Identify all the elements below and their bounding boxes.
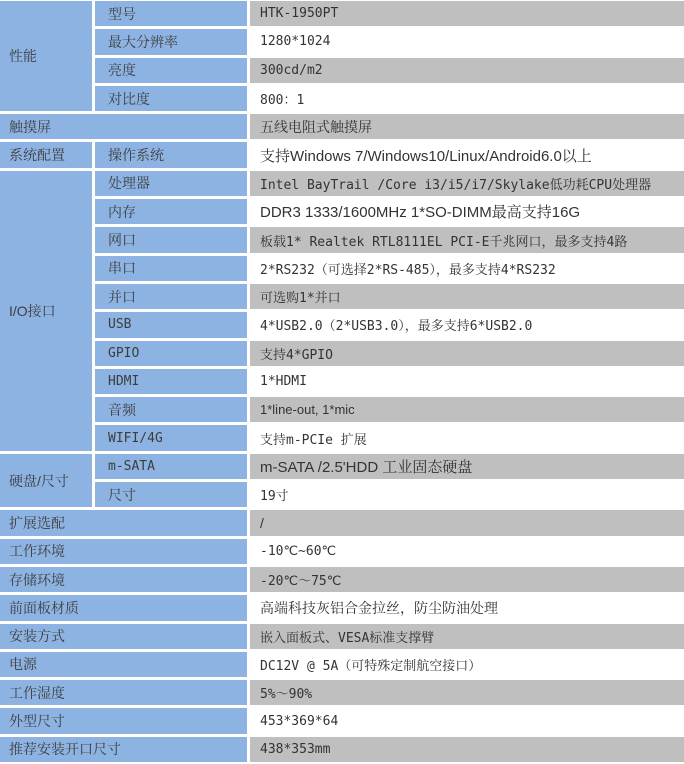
spec-value-cell: 4*USB2.0（2*USB3.0），最多支持6*USB2.0 [250,312,684,337]
table-row [0,341,684,366]
table-row [0,142,684,167]
spec-value-cell: 支持Windows 7/Windows10/Linux/Android6.0以上 [250,142,684,167]
spec-value-cell: DDR3 1333/1600MHz 1*SO-DIMM最高支持16G [250,199,684,224]
category-cell: 电源 [0,652,247,677]
spec-value-cell: -20℃～75℃ [250,567,684,592]
table-row [0,369,684,394]
spec-label-cell: 型号 [95,1,247,26]
spec-label-cell: 音频 [95,397,247,422]
spec-value-cell: 1280*1024 [250,29,684,54]
spec-label-cell: 并口 [95,284,247,309]
spec-label-cell: 亮度 [95,58,247,83]
spec-label-cell: 网口 [95,227,247,252]
spec-value-cell: -10℃~60℃ [250,539,684,564]
spec-label-cell: 尺寸 [95,482,247,507]
table-row [0,256,684,281]
table-row [0,454,684,479]
table-row [0,652,684,677]
spec-label-cell: 串口 [95,256,247,281]
category-cell: 工作湿度 [0,680,247,705]
table-row [0,199,684,224]
table-row [0,595,684,620]
spec-value-cell: m-SATA /2.5'HDD 工业固态硬盘 [250,454,684,479]
spec-table-body [0,1,684,762]
spec-value-cell: 板载1* Realtek RTL8111EL PCI-E千兆网口，最多支持4路 [250,227,684,252]
table-row [0,1,684,26]
category-cell: 外型尺寸 [0,708,247,733]
spec-label-cell: 最大分辨率 [95,29,247,54]
table-row [0,425,684,450]
spec-label-cell: 内存 [95,199,247,224]
table-row [0,539,684,564]
category-cell: 工作环境 [0,539,247,564]
spec-value-cell: 1*line-out, 1*mic [250,397,684,422]
spec-value-cell: Intel BayTrail /Core i3/i5/i7/Skylake低功耗CPU处理器 [250,171,684,196]
spec-value-cell: 453*369*64 [250,708,684,733]
table-row [0,482,684,507]
table-row [0,397,684,422]
spec-value-cell: DC12V @ 5A（可特殊定制航空接口） [250,652,684,677]
table-row [0,312,684,337]
spec-label-cell: USB [95,312,247,337]
spec-label-cell: m-SATA [95,454,247,479]
spec-value-cell: 800：1 [250,86,684,111]
category-cell: 推荐安装开口尺寸 [0,737,247,762]
table-row [0,708,684,733]
table-row [0,114,684,139]
table-row [0,510,684,535]
table-row [0,624,684,649]
table-row [0,171,684,196]
spec-value-cell: 300cd/m2 [250,58,684,83]
spec-value-cell: 可选购1*并口 [250,284,684,309]
spec-value-cell: 支持m-PCIe 扩展 [250,425,684,450]
category-cell: 硬盘/尺寸 [0,454,92,508]
table-row [0,227,684,252]
category-cell: 前面板材质 [0,595,247,620]
table-row [0,567,684,592]
spec-label-cell: GPIO [95,341,247,366]
table-row [0,737,684,762]
table-row [0,29,684,54]
spec-value-cell: 19寸 [250,482,684,507]
spec-value-cell: 高端科技灰铝合金拉丝，防尘防油处理 [250,595,684,620]
spec-value-cell: 五线电阻式触摸屏 [250,114,684,139]
category-cell: 存储环境 [0,567,247,592]
spec-value-cell: 嵌入面板式、VESA标准支撑臂 [250,624,684,649]
spec-value-cell: HTK-1950PT [250,1,684,26]
category-cell: 性能 [0,1,92,111]
spec-label-cell: 对比度 [95,86,247,111]
category-cell: 触摸屏 [0,114,247,139]
spec-value-cell: / [250,510,684,535]
category-cell: 安装方式 [0,624,247,649]
spec-value-cell: 支持4*GPIO [250,341,684,366]
category-cell: 系统配置 [0,142,92,167]
spec-value-cell: 438*353mm [250,737,684,762]
spec-label-cell: WIFI/4G [95,425,247,450]
spec-value-cell: 2*RS232（可选择2*RS-485），最多支持4*RS232 [250,256,684,281]
category-cell: 扩展选配 [0,510,247,535]
spec-value-cell: 5%～90% [250,680,684,705]
table-row [0,86,684,111]
table-row [0,680,684,705]
table-row [0,284,684,309]
spec-label-cell: HDMI [95,369,247,394]
spec-label-cell: 操作系统 [95,142,247,167]
spec-label-cell: 处理器 [95,171,247,196]
spec-value-cell: 1*HDMI [250,369,684,394]
category-cell: I/O接口 [0,171,92,451]
table-row [0,58,684,83]
